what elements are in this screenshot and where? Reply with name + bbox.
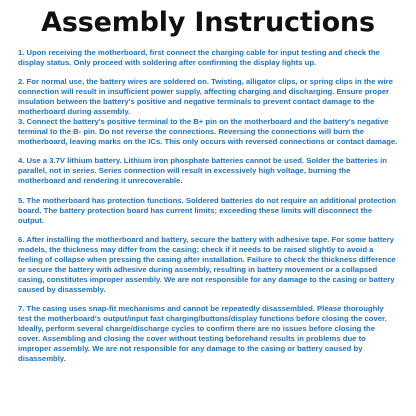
instruction-step-6: 6. After installing the motherboard and battery, secure the battery with adhesive tape. For some battery models, the thickness may differ from the casing; check if it needs to be raised slightly to avoid a feeling of collapse when pressing the casing after installation. Failure to check the thickness difference or secure the battery with adhesive during assembly, resulting in battery movement or a collapsed casing, constitutes improper assembly. We are not responsible for any damage to the casing or battery caused by disassembly. bbox=[18, 234, 396, 294]
instruction-step-4: 4. Use a 3.7V lithium battery. Lithium iron phosphate batteries cannot be used. Solder the batteries in parallel, not in series. Series connection will result in excessively high voltage, burning the motherboard and rendering it unrecoverable. bbox=[18, 156, 387, 186]
instruction-step-3: 3. Connect the battery's positive terminal to the B+ pin on the motherboard and the battery's negative terminal to the B- pin. Do not reverse the connections. Reversing the connections will burn the motherboard, leaving marks on the ICs. This only occurs with reversed connections or contact damage. bbox=[18, 117, 398, 147]
instruction-step-1: 1. Upon receiving the motherboard, first connect the charging cable for input testing and check the display status. Only proceed with soldering after confirming the display lights up. bbox=[18, 48, 380, 67]
instruction-step-5: 5. The motherboard has protection functions. Soldered batteries do not require an additional protection board. The battery protection board has current limits; exceeding these limits will disconnect the output. bbox=[18, 195, 397, 225]
instruction-step-2: 2. For normal use, the battery wires are soldered on. Twisting, alligator clips, or spring clips in the wire connection will result in insufficient power supply, affecting charging and discharging. Ensure proper insulation between the battery's positive and negative terminals to prevent contact damage to the motherboard during assembly. bbox=[18, 77, 393, 116]
instruction-step-7: 7. The casing uses snap-fit mechanisms and cannot be repeatedly disassembled. Please thoroughly test the motherboard's output/input fast charging/buttons/display functions before closing the cover. Ideally, perform several charge/discharge cycles to confirm there are no issues before closing the cover. Assembling and closing the cover without testing beforehand results in problems due to improper assembly. We are not responsible for any damage to the casing or battery caused by disassembly. bbox=[18, 303, 387, 363]
page-title: Assembly Instructions bbox=[41, 7, 375, 38]
instructions-body bbox=[18, 48, 399, 373]
